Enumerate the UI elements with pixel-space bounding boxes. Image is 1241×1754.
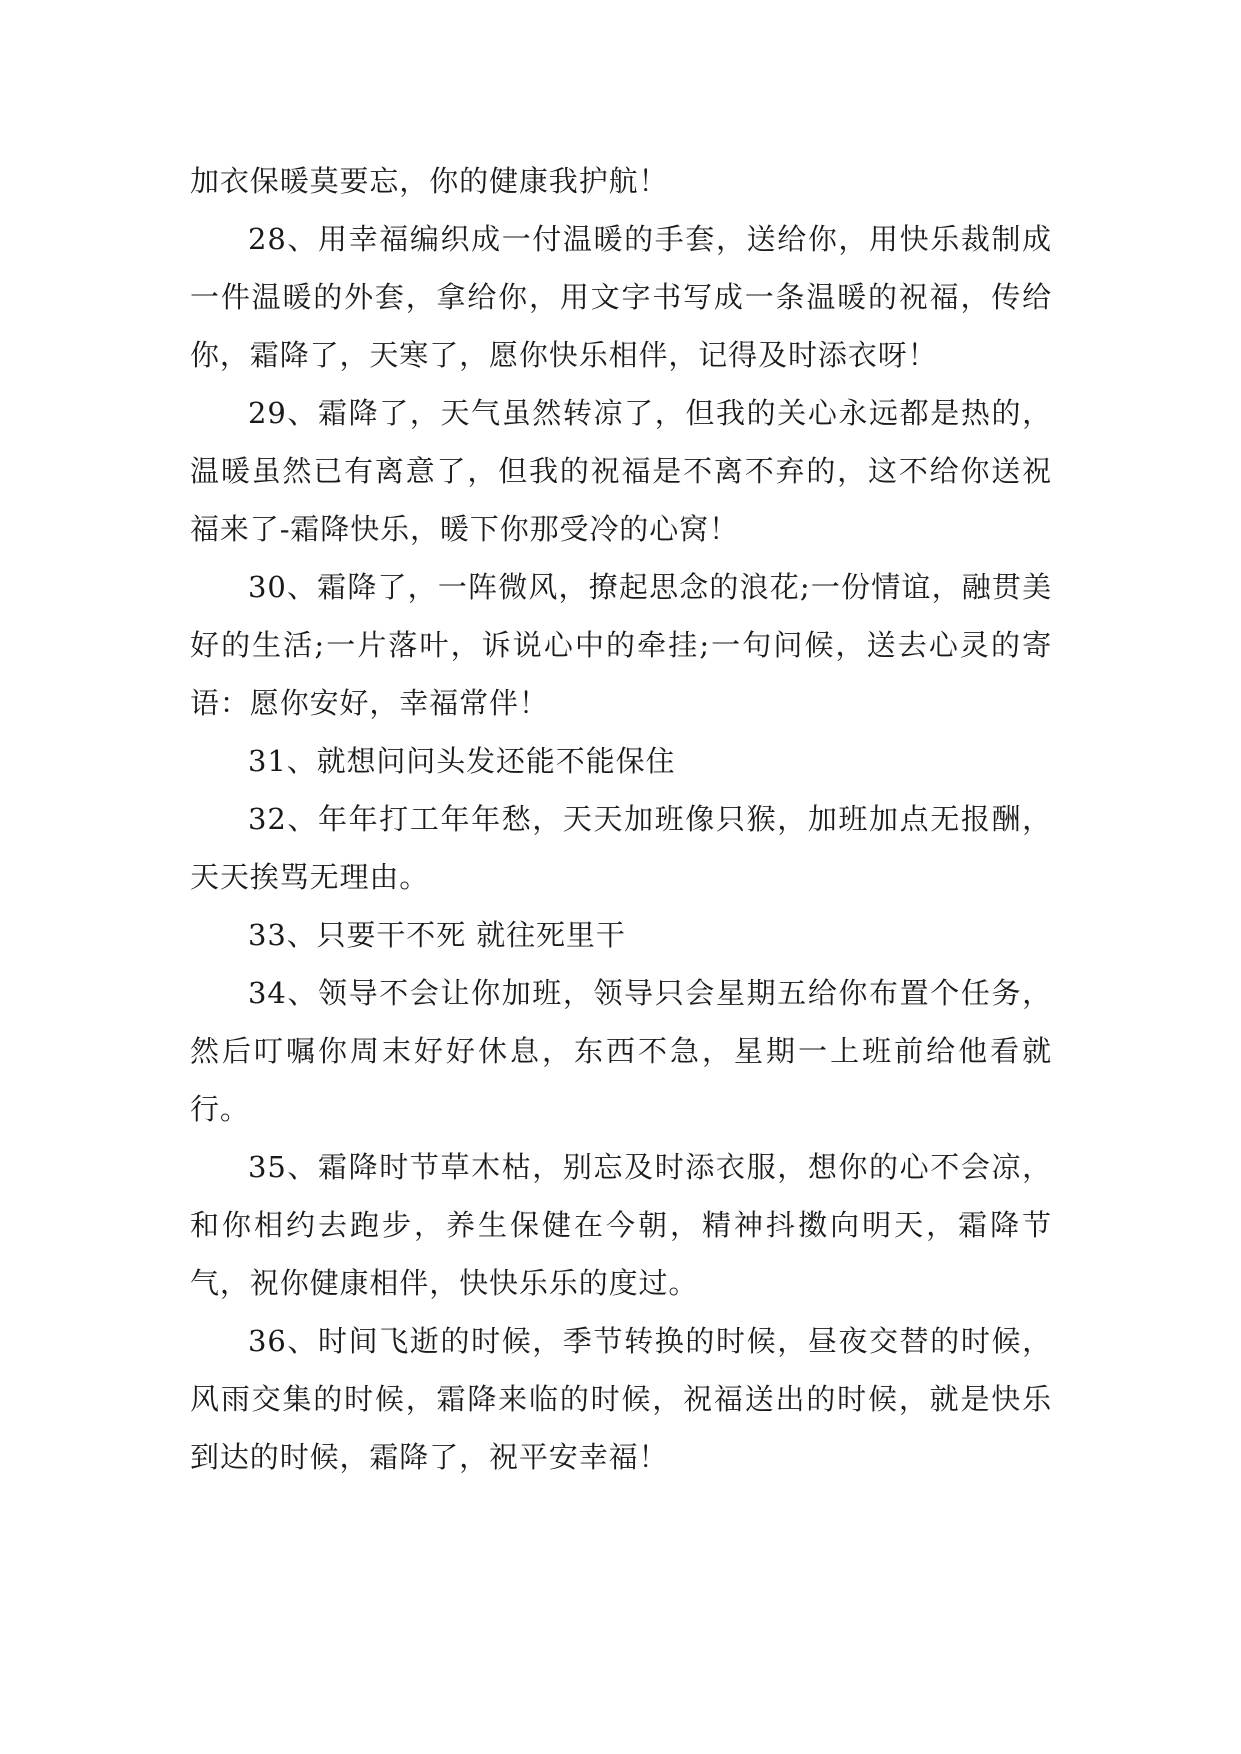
paragraph-34: 34、领导不会让你加班，领导只会星期五给你布置个任务，然后叮嘱你周末好好休息，东西不急，星期一上班前给他看就行。: [190, 976, 1052, 1126]
paragraph-32: 32、年年打工年年愁，天天加班像只猴，加班加点无报酬，天天挨骂无理由。: [190, 802, 1052, 894]
paragraph-continuation: 加衣保暖莫要忘，你的健康我护航！: [190, 164, 669, 198]
document-body: [190, 152, 1052, 1486]
paragraph-31: 31、就想问问头发还能不能保住: [248, 744, 676, 778]
paragraph-35: 35、霜降时节草木枯，别忘及时添衣服，想你的心不会凉，和你相约去跑步，养生保健在今朝，精神抖擞向明天，霜降节气，祝你健康相伴，快快乐乐的度过。: [190, 1150, 1052, 1300]
paragraph-29: 29、霜降了，天气虽然转凉了，但我的关心永远都是热的，温暖虽然已有离意了，但我的祝福是不离不弃的，这不给你送祝福来了-霜降快乐，暖下你那受冷的心窝！: [190, 396, 1052, 546]
paragraph-28: 28、用幸福编织成一付温暖的手套，送给你，用快乐裁制成一件温暖的外套，拿给你，用文字书写成一条温暖的祝福，传给你，霜降了，天寒了，愿你快乐相伴，记得及时添衣呀！: [190, 222, 1052, 372]
paragraph-30: 30、霜降了，一阵微风，撩起思念的浪花;一份情谊，融贯美好的生活;一片落叶，诉说心中的牵挂;一句问候，送去心灵的寄语：愿你安好，幸福常伴！: [190, 570, 1052, 720]
paragraph-33: 33、只要干不死 就往死里干: [248, 918, 626, 952]
paragraph-36: 36、时间飞逝的时候，季节转换的时候，昼夜交替的时候，风雨交集的时候，霜降来临的时候，祝福送出的时候，就是快乐到达的时候，霜降了，祝平安幸福！: [190, 1324, 1052, 1474]
